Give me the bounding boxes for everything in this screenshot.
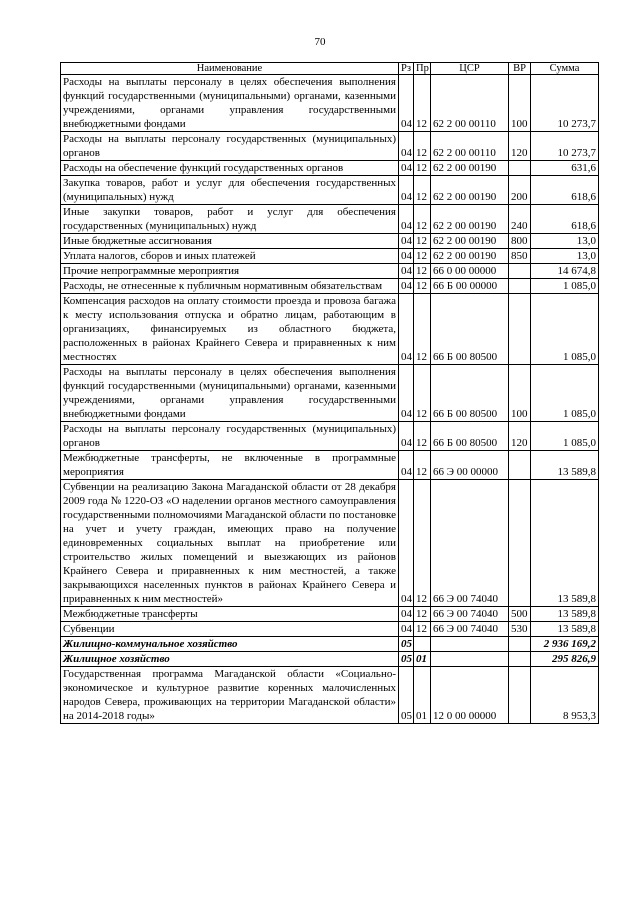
cell-vr bbox=[509, 161, 531, 176]
cell-name: Уплата налогов, сборов и иных платежей bbox=[61, 249, 399, 264]
cell-pr: 12 bbox=[414, 451, 431, 480]
cell-pr: 12 bbox=[414, 422, 431, 451]
table-row bbox=[61, 176, 599, 205]
cell-name: Иные бюджетные ассигнования bbox=[61, 234, 399, 249]
cell-csr: 62 2 00 00190 bbox=[431, 205, 509, 234]
cell-sum: 1 085,0 bbox=[531, 294, 599, 365]
cell-name: Субвенции bbox=[61, 622, 399, 637]
cell-rz: 04 bbox=[399, 294, 414, 365]
cell-rz: 04 bbox=[399, 249, 414, 264]
table-row bbox=[61, 365, 599, 422]
cell-rz: 04 bbox=[399, 234, 414, 249]
cell-pr: 12 bbox=[414, 264, 431, 279]
cell-vr: 530 bbox=[509, 622, 531, 637]
cell-csr: 66 Б 00 80500 bbox=[431, 294, 509, 365]
header-csr: ЦСР bbox=[431, 63, 509, 75]
cell-vr: 800 bbox=[509, 234, 531, 249]
table-row bbox=[61, 607, 599, 622]
cell-rz: 04 bbox=[399, 622, 414, 637]
cell-sum: 13 589,8 bbox=[531, 622, 599, 637]
cell-rz: 04 bbox=[399, 75, 414, 132]
cell-pr: 12 bbox=[414, 279, 431, 294]
cell-vr bbox=[509, 637, 531, 652]
cell-name: Жилищное хозяйство bbox=[61, 652, 399, 667]
cell-sum: 8 953,3 bbox=[531, 667, 599, 724]
cell-vr: 100 bbox=[509, 365, 531, 422]
cell-csr: 66 Э 00 74040 bbox=[431, 622, 509, 637]
cell-vr bbox=[509, 667, 531, 724]
cell-pr: 12 bbox=[414, 161, 431, 176]
cell-csr: 66 Э 00 74040 bbox=[431, 480, 509, 607]
cell-name: Расходы на выплаты персоналу в целях обеспечения выполнения функций государственными (муниципальными) органами, казенными учреждениями, органами управления государственными внебюджетными фондами bbox=[61, 75, 399, 132]
cell-sum: 13 589,8 bbox=[531, 607, 599, 622]
cell-pr: 12 bbox=[414, 205, 431, 234]
cell-pr: 12 bbox=[414, 132, 431, 161]
cell-pr: 12 bbox=[414, 249, 431, 264]
cell-rz: 05 bbox=[399, 652, 414, 667]
cell-vr: 120 bbox=[509, 132, 531, 161]
cell-pr: 12 bbox=[414, 234, 431, 249]
cell-sum: 10 273,7 bbox=[531, 75, 599, 132]
cell-vr: 240 bbox=[509, 205, 531, 234]
cell-pr bbox=[414, 637, 431, 652]
cell-name: Иные закупки товаров, работ и услуг для обеспечения государственных (муниципальных) нужд bbox=[61, 205, 399, 234]
table-body bbox=[61, 75, 599, 724]
cell-rz: 04 bbox=[399, 161, 414, 176]
cell-pr: 12 bbox=[414, 607, 431, 622]
cell-vr: 100 bbox=[509, 75, 531, 132]
cell-vr bbox=[509, 652, 531, 667]
cell-csr bbox=[431, 652, 509, 667]
cell-csr: 62 2 00 00190 bbox=[431, 234, 509, 249]
table-row bbox=[61, 422, 599, 451]
header-pr: Пр bbox=[414, 63, 431, 75]
cell-csr: 62 2 00 00190 bbox=[431, 176, 509, 205]
cell-vr bbox=[509, 480, 531, 607]
table-row bbox=[61, 652, 599, 667]
cell-csr: 66 Б 00 00000 bbox=[431, 279, 509, 294]
cell-pr: 12 bbox=[414, 75, 431, 132]
cell-csr: 66 Б 00 80500 bbox=[431, 365, 509, 422]
cell-vr bbox=[509, 451, 531, 480]
table-row bbox=[61, 132, 599, 161]
cell-name: Компенсация расходов на оплату стоимости проезда и провоза багажа к месту использования отпуска и обратно лицам, работающим в организациях, финансируемых из областного бюджета, расположенных в районах Крайнего Севера и приравненных к ним местностях bbox=[61, 294, 399, 365]
cell-csr bbox=[431, 637, 509, 652]
cell-name: Субвенции на реализацию Закона Магаданской области от 28 декабря 2009 года № 1220-ОЗ «О наделении органов местного самоуправления государственными полномочиями Магаданской области по постановке на учет и учету граждан, имеющих право на получение единовременных социальных выплат на приобретение или строительство жилых помещений и выезжающих из районов Крайнего Севера и приравненных к ним местностей, а также закрывающихся населенных пунктов в районах Крайнего Севера и приравненных к ним местностей» bbox=[61, 480, 399, 607]
table-row bbox=[61, 622, 599, 637]
cell-csr: 62 2 00 00190 bbox=[431, 249, 509, 264]
table-row bbox=[61, 264, 599, 279]
cell-sum: 14 674,8 bbox=[531, 264, 599, 279]
cell-rz: 04 bbox=[399, 279, 414, 294]
cell-csr: 66 Э 00 74040 bbox=[431, 607, 509, 622]
cell-vr bbox=[509, 264, 531, 279]
cell-sum: 1 085,0 bbox=[531, 422, 599, 451]
cell-csr: 62 2 00 00110 bbox=[431, 132, 509, 161]
cell-pr: 12 bbox=[414, 294, 431, 365]
cell-sum: 631,6 bbox=[531, 161, 599, 176]
cell-name: Жилищно-коммунальное хозяйство bbox=[61, 637, 399, 652]
cell-sum: 13,0 bbox=[531, 249, 599, 264]
cell-sum: 618,6 bbox=[531, 176, 599, 205]
cell-name: Межбюджетные трансферты, не включенные в программные мероприятия bbox=[61, 451, 399, 480]
cell-rz: 04 bbox=[399, 205, 414, 234]
table-row bbox=[61, 637, 599, 652]
table-row bbox=[61, 249, 599, 264]
table-row bbox=[61, 451, 599, 480]
table-row bbox=[61, 279, 599, 294]
cell-name: Расходы, не отнесенные к публичным нормативным обязательствам bbox=[61, 279, 399, 294]
cell-name: Прочие непрограммные мероприятия bbox=[61, 264, 399, 279]
table-row bbox=[61, 480, 599, 607]
cell-vr: 850 bbox=[509, 249, 531, 264]
cell-name: Расходы на выплаты персоналу государственных (муниципальных) органов bbox=[61, 132, 399, 161]
cell-csr: 62 2 00 00190 bbox=[431, 161, 509, 176]
cell-sum: 1 085,0 bbox=[531, 279, 599, 294]
cell-vr: 500 bbox=[509, 607, 531, 622]
header-rz: Рз bbox=[399, 63, 414, 75]
cell-pr: 12 bbox=[414, 480, 431, 607]
cell-name: Расходы на выплаты персоналу государственных (муниципальных) органов bbox=[61, 422, 399, 451]
cell-rz: 04 bbox=[399, 607, 414, 622]
cell-vr: 200 bbox=[509, 176, 531, 205]
cell-pr: 12 bbox=[414, 622, 431, 637]
page-number: 70 bbox=[314, 36, 326, 48]
cell-sum: 10 273,7 bbox=[531, 132, 599, 161]
cell-csr: 12 0 00 00000 bbox=[431, 667, 509, 724]
cell-csr: 62 2 00 00110 bbox=[431, 75, 509, 132]
cell-sum: 13 589,8 bbox=[531, 480, 599, 607]
cell-csr: 66 Э 00 00000 bbox=[431, 451, 509, 480]
header-vr: ВР bbox=[509, 63, 531, 75]
cell-name: Межбюджетные трансферты bbox=[61, 607, 399, 622]
cell-rz: 05 bbox=[399, 637, 414, 652]
cell-name: Расходы на обеспечение функций государственных органов bbox=[61, 161, 399, 176]
table-row bbox=[61, 294, 599, 365]
cell-name: Государственная программа Магаданской области «Социально-экономическое и культурное развитие коренных малочисленных народов Севера, проживающих на территории Магаданской области» на 2014-2018 годы» bbox=[61, 667, 399, 724]
cell-vr bbox=[509, 294, 531, 365]
table-row bbox=[61, 161, 599, 176]
cell-rz: 04 bbox=[399, 132, 414, 161]
cell-rz: 04 bbox=[399, 176, 414, 205]
cell-name: Закупка товаров, работ и услуг для обеспечения государственных (муниципальных) нужд bbox=[61, 176, 399, 205]
header-name: Наименование bbox=[61, 63, 399, 75]
budget-table bbox=[60, 62, 599, 724]
cell-pr: 01 bbox=[414, 667, 431, 724]
cell-sum: 2 936 169,2 bbox=[531, 637, 599, 652]
cell-rz: 04 bbox=[399, 480, 414, 607]
cell-csr: 66 0 00 00000 bbox=[431, 264, 509, 279]
cell-csr: 66 Б 00 80500 bbox=[431, 422, 509, 451]
cell-sum: 13 589,8 bbox=[531, 451, 599, 480]
cell-pr: 12 bbox=[414, 176, 431, 205]
cell-sum: 1 085,0 bbox=[531, 365, 599, 422]
cell-rz: 04 bbox=[399, 451, 414, 480]
cell-vr: 120 bbox=[509, 422, 531, 451]
table-row bbox=[61, 667, 599, 724]
header-sum: Сумма bbox=[531, 63, 599, 75]
table-row bbox=[61, 75, 599, 132]
cell-sum: 13,0 bbox=[531, 234, 599, 249]
cell-pr: 01 bbox=[414, 652, 431, 667]
cell-vr bbox=[509, 279, 531, 294]
cell-rz: 04 bbox=[399, 365, 414, 422]
table-header-row bbox=[61, 63, 599, 75]
cell-rz: 04 bbox=[399, 422, 414, 451]
table-row bbox=[61, 234, 599, 249]
cell-sum: 618,6 bbox=[531, 205, 599, 234]
cell-sum: 295 826,9 bbox=[531, 652, 599, 667]
table-row bbox=[61, 205, 599, 234]
cell-rz: 05 bbox=[399, 667, 414, 724]
cell-rz: 04 bbox=[399, 264, 414, 279]
cell-name: Расходы на выплаты персоналу в целях обеспечения выполнения функций государственными (муниципальными) органами, казенными учреждениями, органами управления государственными внебюджетными фондами bbox=[61, 365, 399, 422]
cell-pr: 12 bbox=[414, 365, 431, 422]
